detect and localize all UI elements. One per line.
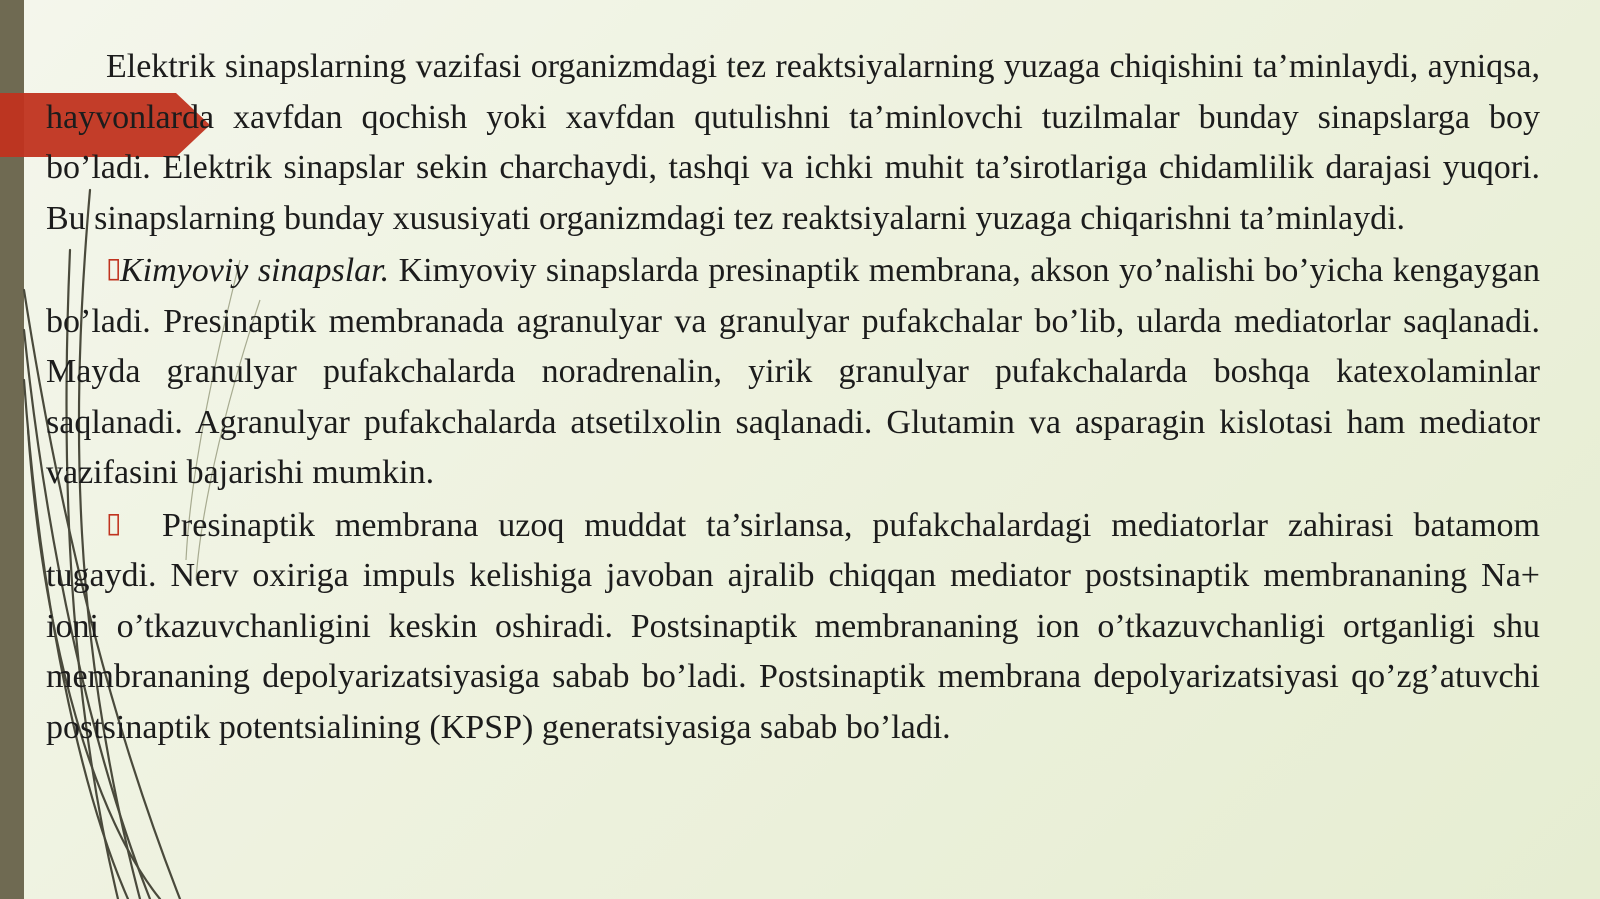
paragraph-presynaptic-membrane xyxy=(46,499,1540,754)
slide-text-body xyxy=(46,42,1540,753)
paragraph-chemical-synapses xyxy=(46,244,1540,499)
section-title-chemical-synapses: Kimyoviy sinapslar. xyxy=(120,252,390,289)
paragraph-chemical-synapses-text: Kimyoviy sinapslarda presinaptik membrana, akson yo’nalishi bo’yicha kengaygan bo’ladi. Presinaptik membranada agranulyar va granulyar pufakchalar bo’lib, ularda mediatorlar saqlanadi. Mayda granulyar pufakchalarda noradrenalin, yirik granulyar pufakchalarda boshqa katexolaminlar saqlanadi. Agranulyar pufakchalarda atsetilxolin saqlanadi. Glutamin va asparagin kislotasi ham mediator vazifasini bajarishi mumkin. xyxy=(46,252,1541,491)
bullet-icon: ▯ xyxy=(106,253,122,284)
paragraph-electric-synapses: Elektrik sinapslarning vazifasi organizmdagi tez reaktsiyalarning yuzaga chiqishini ta’minlaydi, ayniqsa, hayvonlarda xavfdan qochish yoki xavfdan qutulishni ta’minlovchi tuzilmalar bunday sinapslarga boy bo’ladi. Elektrik sinapslar sekin charchaydi, tashqi va ichki muhit ta’sirotlariga chidamlilik darajasi yuqori. Bu sinapslarning bunday xususiyati organizmdagi tez reaktsiyalarni yuzaga chiqarishni ta’minlaydi. xyxy=(46,48,1540,237)
paragraph-presynaptic-membrane-text: Presinaptik membrana uzoq muddat ta’sirlansa, pufakchalardagi mediatorlar zahirasi batamom tugaydi. Nerv oxiriga impuls kelishiga javoban ajralib chiqqan mediator postsinaptik membrananing Na+ ioni o’tkazuvchanligini keskin oshiradi. Postsinaptik membrananing ion o’tkazuvchanligi ortganligi shu membrananing depolyarizatsiyasiga sabab bo’ladi. Postsinaptik membrana depolyarizatsiyasi qo’zg’atuvchi postsinaptik potentsialining (KPSP) generatsiyasiga sabab bo’ladi. xyxy=(46,506,1540,746)
bullet-icon: ▯ xyxy=(106,507,122,539)
